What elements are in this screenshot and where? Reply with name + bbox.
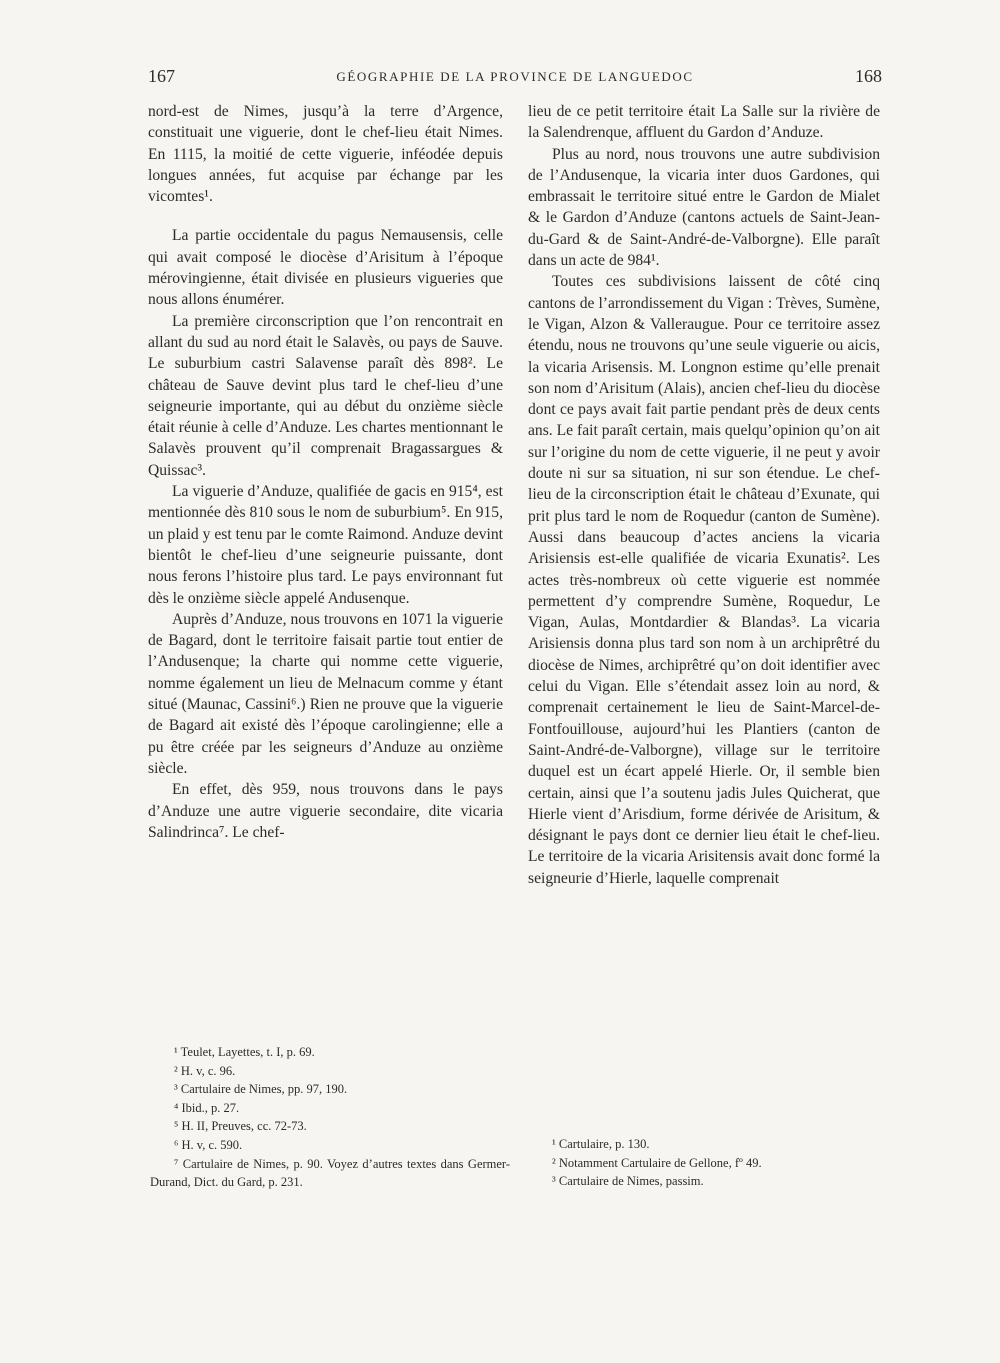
footnote: ¹ Teulet, Layettes, t. I, p. 69.: [174, 1045, 315, 1059]
footnotes-left: [150, 1043, 510, 1192]
page-number-right: 168: [855, 66, 882, 86]
paragraph: Auprès d’Anduze, nous trouvons en 1071 la viguerie de Bagard, dont le territoire faisait partie tout entier de l’Andusenque; la charte qui nomme cette viguerie, nomme également un lieu de Melnacum comme y étant situé (Maunac, Cassini⁶.) Rien ne prouve que la viguerie de Bagard ait existé dès l’époque carolingienne; elle a pu être créée par les seigneurs d’Anduze au onzième siècle.: [148, 610, 503, 777]
running-header: [148, 66, 882, 90]
footnote: ³ Cartulaire de Nimes, pp. 97, 190.: [174, 1082, 348, 1097]
footnote: ⁴ Ibid., p. 27.: [174, 1100, 240, 1115]
right-column: [528, 101, 880, 889]
footnotes-right: [528, 1135, 880, 1191]
footnote: ⁵ H. II, Preuves, cc. 72-73.: [174, 1119, 307, 1134]
paragraph: lieu de ce petit territoire était La Salle sur la rivière de la Salendrenque, affluent du Gardon d’Anduze.: [528, 103, 880, 142]
footnote: ¹ Cartulaire, p. 130.: [552, 1137, 650, 1151]
running-title: GÉOGRAPHIE DE LA PROVINCE DE LANGUEDOC: [336, 69, 694, 84]
paragraph: La première circonscription que l’on rencontrait en allant du sud au nord était le Salavès, ou pays de Sauve. Le suburbium castri Salavense paraît dès 898². Le château de Sauve devint plus tard le chef-lieu d’une seigneurie importante, qui au début du onzième siècle était réunie à celle d’Anduze. Les chartes mentionnant le Salavès prouvent qu’il comprenait Bragassargues & Quissac³.: [148, 312, 503, 479]
paragraph: nord-est de Nimes, jusqu’à la terre d’Argence, constituait une viguerie, dont le chef-lieu était Nimes. En 1115, la moitié de cette viguerie, inféodée depuis longues années, fut acquise par échange par les vicomtes¹.: [148, 103, 503, 206]
paragraph: La partie occidentale du pagus Nemausensis, celle qui avait composé le diocèse d’Arisitum à l’époque mérovingienne, était divisée en plusieurs vigueries que nous allons énumérer.: [148, 227, 503, 309]
footnote: ² Notamment Cartulaire de Gellone, fº 49.: [552, 1155, 762, 1170]
footnote: ² H. v, c. 96.: [174, 1063, 236, 1078]
footnote: ⁶ H. v, c. 590.: [174, 1137, 243, 1152]
paragraph: Toutes ces subdivisions laissent de côté cinq cantons de l’arrondissement du Vigan : Trèves, Sumène, le Vigan, Alzon & Valleraugue. Pour ce territoire assez étendu, nous ne trouvons qu’une seule viguerie ou aicis, la vicaria Arisensis. M. Longnon estime qu’elle prenait son nom d’Arisitum (Alais), ancien chef-lieu du diocèse dont ce pays avait fait partie pendant près de deux cents ans. Le fait paraît certain, mais quelqu’opinion qu’on ait sur l’origine du nom de cette viguerie, il ne peut y avoir doute ni sur sa situation, ni sur son étendue. Le chef-lieu de la circonscription était le château d’Exunate, qui prit plus tard le nom de Roquedur (canton de Sumène). Aussi dans beaucoup d’actes anciens la vicaria Arisiensis est-elle qualifiée de vicaria Exunatis². Les actes très-nombreux où cette viguerie est nommée permettent d’y comprendre Sumène, Roquedur, Le Vigan, Aulas, Montdardier & Blandas³. La vicaria Arisiensis donna plus tard son nom à un archiprêtré du diocèse de Nimes, archiprêtré qu’on doit identifier avec celui du Vigan. Elle s’étendait assez loin au nord, & comprenait certainement le lieu de Saint-Marcel-de-Fontfouillouse, aujourd’hui les Plantiers (canton de Saint-André-de-Valborgne), village sur le territoire duquel est un écart appelé Hierle. Or, il semble bien certain, ainsi que l’a soutenu jadis Jules Quicherat, que Hierle vient d’Arisdium, forme dérivée de Arisitum, & désignant le pays dont ce dernier lieu était le chef-lieu. Le territoire de la vicaria Arisitensis avait donc formé la seigneurie d’Hierle, laquelle comprenait: [528, 273, 880, 887]
page-number-left: 167: [148, 66, 175, 86]
footnote: ³ Cartulaire de Nimes, passim.: [552, 1174, 704, 1189]
left-column: [148, 101, 503, 843]
paragraph: Plus au nord, nous trouvons une autre subdivision de l’Andusenque, la vicaria inter duos Gardones, qui embrassait le territoire situé entre le Gardon de Mialet & le Gardon d’Anduze (cantons actuels de Saint-Jean-du-Gard & de Saint-André-de-Valborgne). Elle paraît dans un acte de 984¹.: [528, 145, 880, 270]
footnote: ⁷ Cartulaire de Nimes, p. 90. Voyez d’autres textes dans Germer-Durand, Dict. du Gard, p. 231.: [150, 1156, 510, 1190]
paragraph: La viguerie d’Anduze, qualifiée de gacis en 915⁴, est mentionnée dès 810 sous le nom de suburbium⁵. En 915, un plaid y est tenu par le comte Raimond. Anduze devint bientôt le chef-lieu d’une seigneurie puissante, dont nous ferons l’histoire plus tard. Le pays environnant fut dès le onzième siècle appelé Andusenque.: [148, 483, 503, 607]
paragraph: En effet, dès 959, nous trouvons dans le pays d’Anduze une autre viguerie secondaire, dite vicaria Salindrinca⁷. Le chef-: [148, 781, 503, 841]
